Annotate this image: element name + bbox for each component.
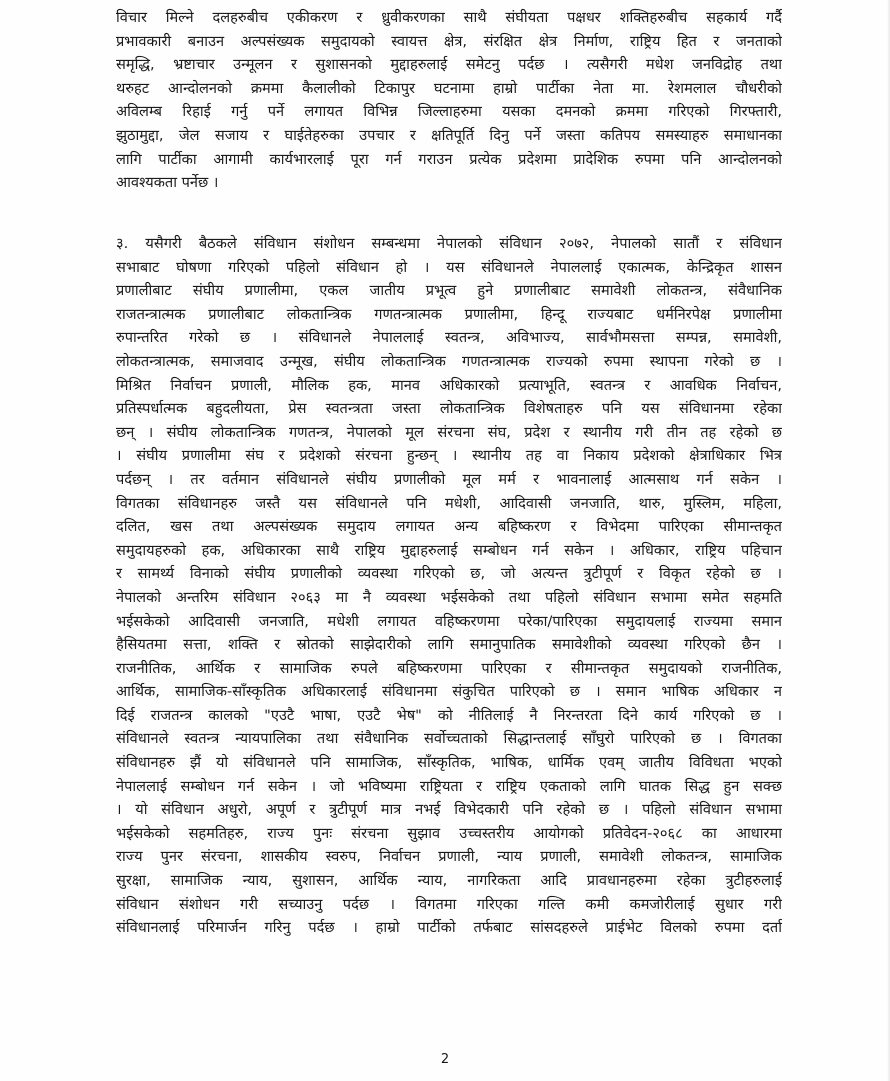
text-line: ३. यसैगरी बैठकले संविधान संशोधन सम्बन्धमा नेपालको संविधान २०७२, नेपालको सातौं र संविधान bbox=[116, 235, 782, 252]
text-line: राजतन्त्रात्मक प्रणालीबाट लोकतान्त्रिक गणतन्त्रात्मक प्रणालीमा, हिन्दू राज्यबाट धर्मनिरपेक्ष प्रणालीमा bbox=[116, 305, 782, 323]
text-line: संविधानलाई परिमार्जन गरिनु पर्दछ । हाम्रो पार्टीको तर्फबाट सांसदहरुले प्राईभेट विलको रुपमा दर्ता bbox=[116, 919, 782, 937]
text-line: विगतका संविधानहरु जस्तै यस संविधानले पनि मधेशी, आदिवासी जनजाति, थारु, मुस्लिम, महिला, bbox=[116, 494, 782, 512]
text-line: राज्य पुनर संरचना, शासकीय स्वरुप, निर्वाचन प्रणाली, न्याय प्रणाली, समावेशी लोकतन्त्र, सामाजिक bbox=[116, 848, 782, 866]
text-line: प्रभावकारी बनाउन अल्पसंख्यक समुदायको स्वायत्त क्षेत्र, संरक्षित क्षेत्र निर्माण, राष्ट्रिय हित र जनताको bbox=[116, 32, 782, 50]
text-line: संविधान संशोधन गरी सच्याउनु पर्दछ । विगतमा गरिएका गल्ति कमी कमजोरीलाई सुधार गरी bbox=[116, 895, 782, 913]
text-line: दलित, खस तथा अल्पसंख्यक समुदाय लगायत अन्य बहिष्करण र विभेदमा पारिएका सीमान्तकृत bbox=[116, 518, 782, 536]
page-number: 2 bbox=[440, 1052, 450, 1067]
text-line: प्रणालीबाट संघीय प्रणालीमा, एकल जातीय प्रभूत्व हुने प्रणालीबाट समावेशी लोकतन्त्र, संवैधानिक bbox=[116, 282, 782, 300]
text-line: मिश्रित निर्वाचन प्रणाली, मौलिक हक, मानव अधिकारको प्रत्याभूति, स्वतन्त्र र आवधिक निर्वाचन, bbox=[116, 376, 782, 394]
text-line: थरुहट आन्दोलनको क्रममा कैलालीको टिकापुर घटनामा हाम्रो पार्टीका नेता मा. रेशमलाल चौधरीको bbox=[116, 79, 782, 97]
text-line: झुठामुद्दा, जेल सजाय र घाईतेहरुका उपचार र क्षतिपूर्ति दिनु पर्ने जस्ता कतिपय समस्याहरु समाधानका bbox=[116, 126, 782, 144]
text-line: अविलम्ब रिहाई गर्नु पर्ने लगायत विभिन्न जिल्लाहरुमा यसका दमनको क्रममा गरिएको गिरफ्तारी, bbox=[116, 103, 782, 121]
text-line: भईसकेको सहमतिहरु, राज्य पुनः संरचना सुझाव उच्चस्तरीय आयोगको प्रतिवेदन-२०६८ का आधारमा bbox=[116, 824, 782, 842]
text-line: समुदायहरुको हक, अधिकारका साथै राष्ट्रिय मुद्दाहरुलाई सम्बोधन गर्न सकेन । अधिकार, राष्ट्रिय पहिचान bbox=[116, 541, 782, 559]
text-line: लोकतन्त्रात्मक, समाजवाद उन्मूख, संघीय लोकतान्त्रिक गणतन्त्रात्मक राज्यको रुपमा स्थापना गरेको छ । bbox=[116, 352, 782, 370]
text-line: समृद्धि, भ्रष्टाचार उन्मूलन र सुशासनको मुद्दाहरुलाई समेटनु पर्दछ । त्यसैगरी मधेश जनविद्रोह तथा bbox=[116, 56, 782, 74]
text-line: दिई राजतन्त्र कालको "एउटै भाषा, एउटै भेष" को नीतिलाई नै निरन्तरता दिने कार्य गरिएको छ । bbox=[116, 706, 782, 724]
paragraph-continuation bbox=[116, 6, 782, 195]
text-line: आर्थिक, सामाजिक-साँस्कृतिक अधिकारलाई संविधानमा संकुचित पारिएको छ । समान भाषिक अधिकार न bbox=[116, 683, 782, 701]
text-line: भईसकेको आदिवासी जनजाति, मधेशी लगायत वहिष्करणमा परेका/पारिएका समुदायलाई राज्यमा समान bbox=[116, 612, 782, 630]
text-line: रुपान्तरित गरेको छ । संविधानले नेपाललाई स्वतन्त्र, अविभाज्य, सार्वभौमसत्ता सम्पन्न, समावेशी, bbox=[116, 329, 782, 347]
text-line: र सामर्थ्य विनाको संघीय प्रणालीको व्यवस्था गरिएको छ, जो अत्यन्त त्रुटीपूर्ण र विकृत रहेको छ । bbox=[116, 565, 782, 583]
text-line: लागि पार्टीका आगामी कार्यभारलाई पूरा गर्न गराउन प्रत्येक प्रदेशमा प्रादेशिक रुपमा पनि आन्दोलनको bbox=[116, 150, 782, 168]
text-line: राजनीतिक, आर्थिक र सामाजिक रुपले बहिष्करणमा पारिएका र सीमान्तकृत समुदायको राजनीतिक, bbox=[116, 659, 782, 677]
text-line: नेपाललाई सम्बोधन गर्न सकेन । जो भविष्यमा राष्ट्रियता र राष्ट्रिय एकताको लागि घातक सिद्ध हुन सक्छ bbox=[116, 777, 782, 795]
text-line: । यो संविधान अधुरो, अपूर्ण र त्रुटीपूर्ण मात्र नभई विभेदकारी पनि रहेको छ । पहिलो संविधान सभामा bbox=[116, 801, 782, 819]
text-line: आवश्यकता पर्नेछ । bbox=[116, 174, 219, 192]
paragraph-3-constitution-amendment bbox=[116, 232, 782, 940]
text-line: विचार मिल्ने दलहरुबीच एकीकरण र ध्रुवीकरणका साथै संघीयता पक्षधर शक्तिहरुबीच सहकार्य गर्दै bbox=[116, 9, 782, 26]
text-line: नेपालको अन्तरिम संविधान २०६३ मा नै व्यवस्था भईसकेको तथा पहिलो संविधान सभामा समेत सहमति bbox=[116, 588, 782, 606]
text-line: पर्दछन् । तर वर्तमान संविधानले संघीय प्रणालीको मूल मर्म र भावनालाई आत्मसाथ गर्न सकेन । bbox=[116, 470, 782, 488]
text-line: । संघीय प्रणालीमा संघ र प्रदेशको संरचना हुन्छन् । स्थानीय तह वा निकाय प्रदेशको क्षेत्राधिकार भित्र bbox=[116, 447, 782, 465]
text-line: सुरक्षा, सामाजिक न्याय, सुशासन, आर्थिक न्याय, नागरिकता आदि प्रावधानहरुमा रहेका त्रुटीहरुलाई bbox=[116, 872, 782, 890]
text-line: संविधानहरु झैं यो संविधानले पनि सामाजिक, साँस्कृतिक, भाषिक, धार्मिक एवम् जातीय विविधता भएको bbox=[116, 754, 782, 772]
text-line: हैसियतमा सत्ता, शक्ति र स्रोतको साझेदारीको लागि समानुपातिक समावेशीको व्यवस्था गरिएको छैन । bbox=[116, 636, 782, 654]
text-line: प्रतिस्पर्धात्मक बहुदलीयता, प्रेस स्वतन्त्रता जस्ता लोकतान्त्रिक विशेषताहरु पनि यस संविधानमा रहेका bbox=[116, 400, 782, 418]
text-line: संविधानले स्वतन्त्र न्यायपालिका तथा संवैधानिक सर्वोच्चताको सिद्धान्तलाई साँघुरो पारिएको छ । विगतका bbox=[116, 730, 782, 748]
text-line: सभाबाट घोषणा गरिएको पहिलो संविधान हो । यस संविधानले नेपाललाई एकात्मक, केन्द्रिकृत शासन bbox=[116, 258, 782, 276]
text-line: छन् । संघीय लोकतान्त्रिक गणतन्त्र, नेपालको मूल संरचना संघ, प्रदेश र स्थानीय गरी तीन तह रहेको छ bbox=[116, 423, 782, 441]
